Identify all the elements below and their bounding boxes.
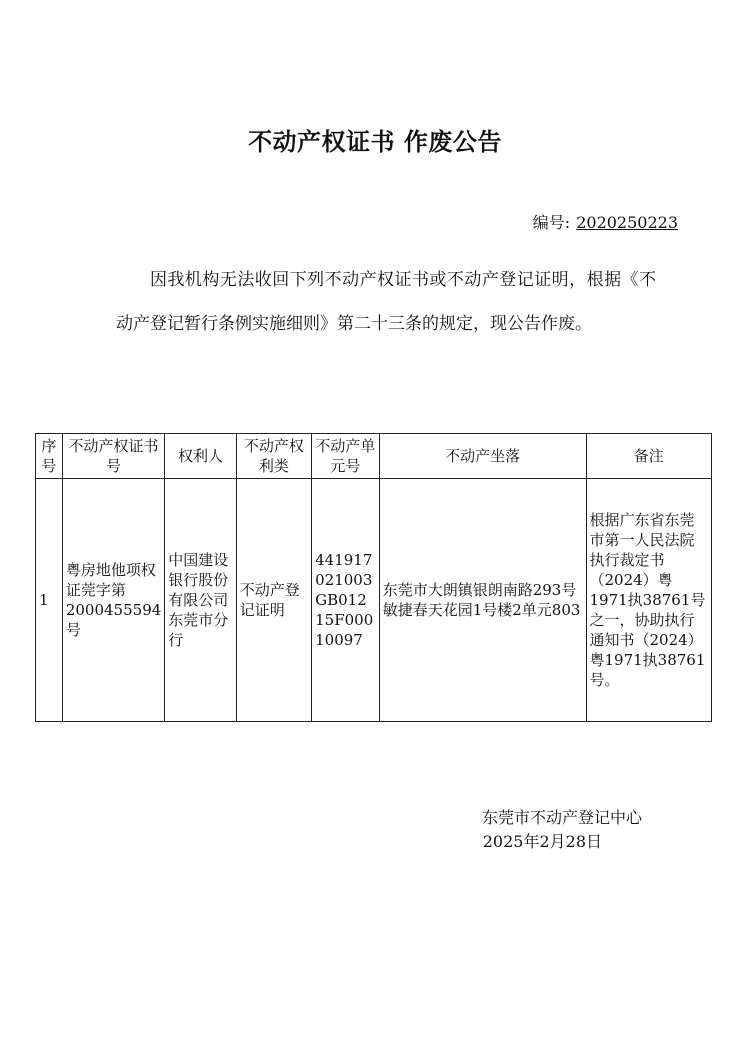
page-title: 不动产权证书 作废公告 xyxy=(248,128,502,156)
document-number-label: 编号: xyxy=(532,213,571,232)
issue-date: 2025年2月28日 xyxy=(482,832,602,851)
cell-seq: 1 xyxy=(36,479,63,722)
header-remark: 备注 xyxy=(586,434,712,479)
cell-location: 东莞市大朗镇银朗南路293号敏捷春天花园1号楼2单元803 xyxy=(379,479,586,722)
certificate-table xyxy=(35,433,712,722)
header-right-type: 不动产权利类 xyxy=(236,434,311,479)
header-cert-no: 不动产权证书号 xyxy=(62,434,164,479)
header-unit-no: 不动产单元号 xyxy=(312,434,380,479)
cell-unit-no: 441917021003GB01215F00010097 xyxy=(312,479,380,722)
table-row xyxy=(36,479,712,722)
table-header-row xyxy=(36,434,712,479)
issuing-organization: 东莞市不动产登记中心 xyxy=(481,808,642,827)
cell-cert-no: 粤房地他项权证莞字第2000455594号 xyxy=(62,479,164,722)
document-number-value: 2020250223 xyxy=(576,213,678,232)
header-holder: 权利人 xyxy=(165,434,236,479)
cell-holder: 中国建设银行股份有限公司东莞市分行 xyxy=(165,479,236,722)
document-number xyxy=(533,210,678,233)
notice-body: 因我机构无法收回下列不动产权证书或不动产登记证明，根据《不动产登记暂行条例实施细则》第二十三条的规定，现公告作废。 xyxy=(116,270,656,334)
header-location: 不动产坐落 xyxy=(379,434,586,479)
header-seq: 序号 xyxy=(36,434,63,479)
cell-remark: 根据广东省东莞市第一人民法院执行裁定书（2024）粤1971执38761号之一，协助执行通知书（2024）粤1971执38761号。 xyxy=(586,479,712,722)
cell-right-type: 不动产登记证明 xyxy=(236,479,311,722)
